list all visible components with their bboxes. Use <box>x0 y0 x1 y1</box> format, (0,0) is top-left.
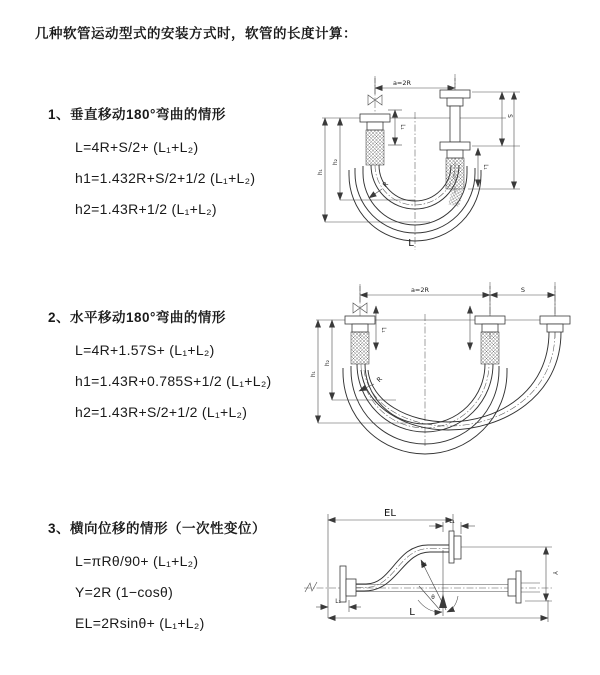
right-dimensions <box>468 92 520 189</box>
dim-label-h1: h₁ <box>311 371 317 377</box>
diagram-vertical-180-bend <box>310 70 600 270</box>
left-braid-section <box>366 130 384 165</box>
formula-list <box>75 546 266 639</box>
dim-label-l1: L₁ <box>380 327 386 333</box>
centerlines <box>375 74 455 250</box>
left-pipe-flange <box>345 316 375 332</box>
radius-callout <box>359 375 384 391</box>
right-pipe-flange-displaced <box>540 316 570 332</box>
dim-label-y: Y <box>551 571 559 575</box>
formula-line: L=4R+1.57S+ (L₁+L₂) <box>75 342 215 358</box>
section-lateral-displacement <box>48 517 266 639</box>
page-title: 几种软管运动型式的安装方式时，软管的长度计算： <box>35 26 357 41</box>
formula-line: h2=1.43R+S/2+1/2 (L₁+L₂) <box>75 404 248 420</box>
l-dimension <box>328 600 548 622</box>
dim-label-l1-right: L₁ <box>482 164 488 170</box>
hose-s-curve <box>356 545 449 591</box>
section-heading: 3、横向位移的情形（一次性变位） <box>48 521 267 536</box>
left-flange <box>340 566 356 602</box>
left-braid-section <box>351 332 369 364</box>
formula-list <box>75 132 255 225</box>
section-heading: 2、水平移动180°弯曲的情形 <box>48 310 226 325</box>
dim-label-h1: h₁ <box>318 169 324 175</box>
middle-braid-section <box>481 332 499 364</box>
original-straight-pipe <box>356 571 540 603</box>
formula-line: EL=2Rsinθ+ (L₁+L₂) <box>75 615 205 631</box>
centerline-break-mark <box>305 582 317 592</box>
dim-label-s: S <box>520 286 526 294</box>
formula-list <box>75 335 272 428</box>
section-vertical-180 <box>48 103 255 225</box>
dim-label-a2r: a=2R <box>392 79 412 87</box>
displaced-flange <box>449 531 461 563</box>
label-length: L <box>409 607 415 618</box>
dim-label-h2: h₂ <box>333 159 339 165</box>
formula-line: L=πRθ/90+ (L₁+L₂) <box>75 553 199 569</box>
section-horizontal-180 <box>48 306 272 428</box>
left-l1-dimension <box>388 110 405 145</box>
left-pipe-flange <box>360 114 390 130</box>
formula-line: h1=1.432R+S/2+1/2 (L₁+L₂) <box>75 170 256 186</box>
right-pipe-upper-flange <box>440 90 470 142</box>
label-radius: R <box>381 180 391 190</box>
dim-label-s: S <box>506 114 512 118</box>
label-theta: θ <box>431 595 435 601</box>
l1-bottom-dimension <box>316 599 361 612</box>
dim-label-a2r: a=2R <box>410 286 430 294</box>
formula-line: Y=2R (1−cosθ) <box>75 584 174 600</box>
dim-label-l1-bottom: L₁ <box>335 599 341 605</box>
hose-displaced-position <box>361 332 561 430</box>
label-radius: R <box>419 561 429 569</box>
diagram-lateral-displacement <box>300 500 600 665</box>
radius-callout <box>369 180 390 198</box>
label-radius: R <box>375 375 385 385</box>
formula-line: L=4R+S/2+ (L₁+L₂) <box>75 139 199 155</box>
section-heading: 1、垂直移动180°弯曲的情形 <box>48 107 226 122</box>
middle-pipe-flange <box>475 316 505 332</box>
label-length: L <box>408 238 414 249</box>
dim-label-h2: h₂ <box>325 360 331 366</box>
dim-label-l1-left: L₁ <box>399 124 405 130</box>
angle-construction <box>418 560 458 612</box>
diagram-horizontal-180-bend <box>308 278 600 463</box>
dim-label-el: EL <box>384 508 396 519</box>
small-dimensions <box>376 306 470 350</box>
formula-line: h2=1.43R+1/2 (L₁+L₂) <box>75 201 217 217</box>
el-dimension <box>328 508 453 618</box>
right-pipe-lower-flange <box>440 142 470 158</box>
top-dimension <box>360 286 555 316</box>
dim-label-l1-top: L₁ <box>449 519 455 525</box>
formula-line: h1=1.43R+0.785S+1/2 (L₁+L₂) <box>75 373 272 389</box>
